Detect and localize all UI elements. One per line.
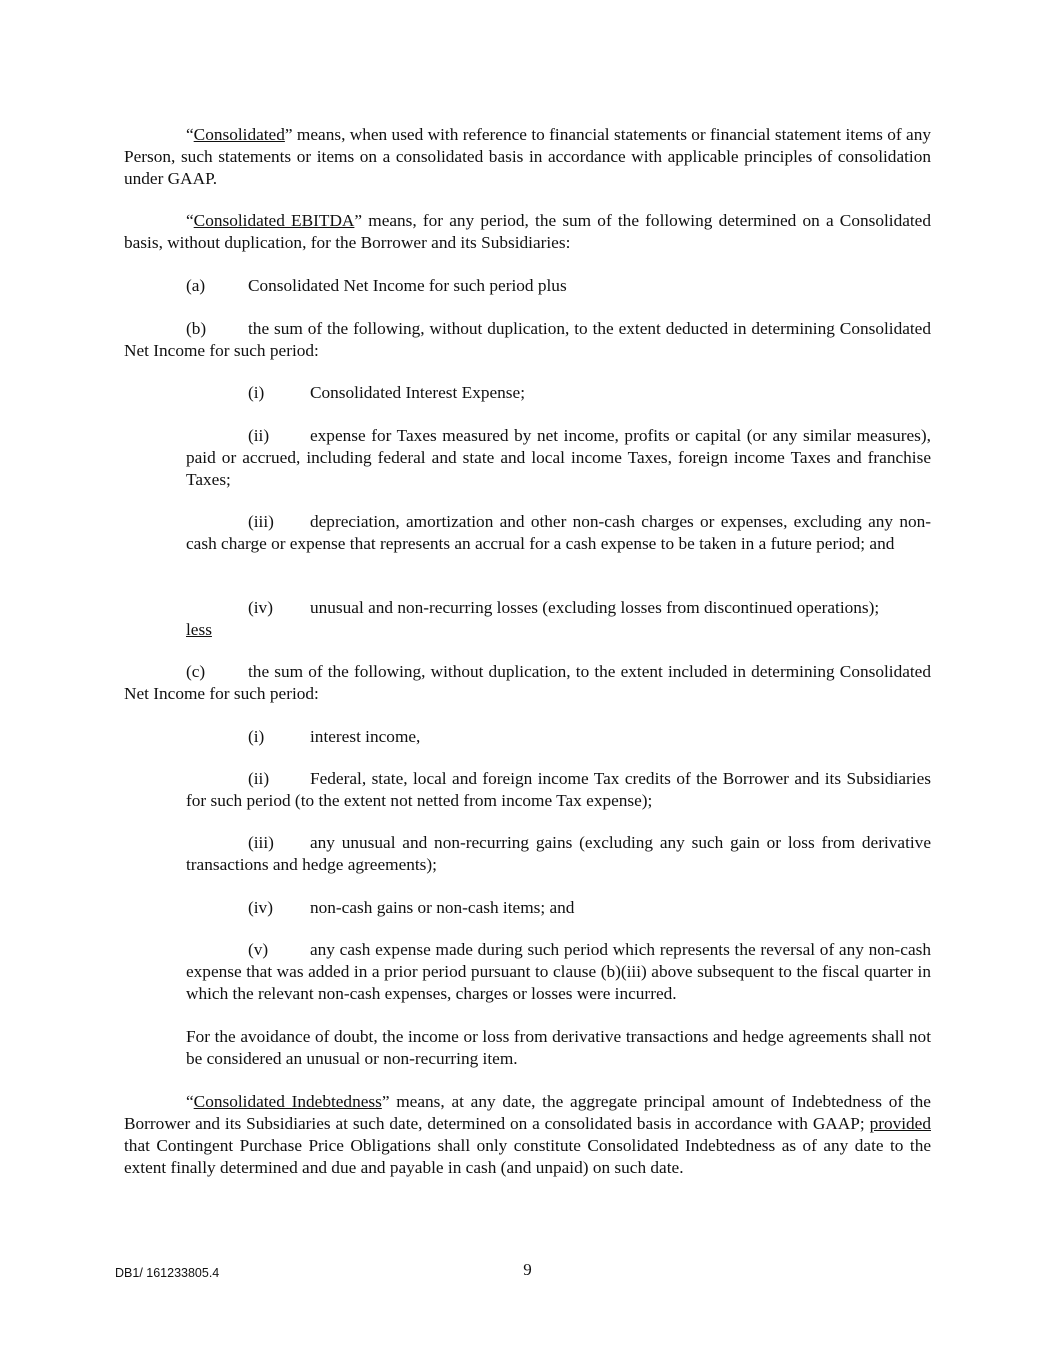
item-text: any cash expense made during such period which represents the reversal of any non-cash expense that was added in a prior period pursuant to clause (b)(iii) above subsequent to the fiscal quarter in which the relevant non-cash expenses, charges or losses were incurred. (186, 940, 931, 1003)
definition-consolidated-indebtedness (124, 1091, 931, 1179)
definition-text: ” means, for any period, the sum of the following determined on a Consolidated basis, without duplication, for the Borrower and its Subsidiaries: (124, 211, 931, 252)
item-text: depreciation, amortization and other non-cash charges or expenses, excluding any non-cash charge or expense that represents an accrual for a cash expense to be taken in a future period; and (186, 512, 931, 553)
definition-text-continued: that Contingent Purchase Price Obligations shall only constitute Consolidated Indebtedness as of any date to the extent finally determined and due and payable in cash (and unpaid) on such date. (124, 1136, 931, 1177)
clause-b-item-iv (186, 597, 931, 619)
item-label: (i) (248, 727, 265, 746)
connector-less: less (186, 620, 212, 639)
item-label: (v) (248, 940, 269, 959)
clause-b-item-ii (186, 425, 931, 491)
item-label: (i) (248, 383, 265, 402)
clause-c-item-ii (186, 768, 931, 812)
item-text: non-cash gains or non-cash items; and (310, 898, 575, 917)
item-text: Consolidated Interest Expense; (310, 383, 526, 402)
clause-b (124, 318, 931, 362)
avoidance-of-doubt: For the avoidance of doubt, the income or loss from derivative transactions and hedge agreements shall not be considered an unusual or non-recurring item. (186, 1027, 931, 1068)
clause-c-item-i (186, 726, 931, 748)
clause-text: Consolidated Net Income for such period plus (248, 276, 567, 295)
clause-c-item-v (186, 939, 931, 1005)
clause-label: (c) (186, 662, 206, 681)
item-label: (ii) (248, 426, 270, 445)
defined-term-consolidated-ebitda: Consolidated EBITDA (193, 211, 355, 230)
clause-c (124, 661, 931, 705)
item-text: any unusual and non-recurring gains (excluding any such gain or loss from derivative transactions and hedge agreements); (186, 833, 931, 874)
item-text: unusual and non-recurring losses (excluding losses from discontinued operations); (310, 598, 880, 617)
clause-label: (b) (186, 319, 207, 338)
clause-b-item-iii (186, 511, 931, 555)
clause-text: the sum of the following, without duplication, to the extent deducted in determining Consolidated Net Income for such period: (124, 319, 931, 360)
clause-b-item-i (186, 382, 931, 404)
open-quote: “ (186, 211, 194, 230)
defined-term-consolidated: Consolidated (193, 125, 285, 144)
item-text: Federal, state, local and foreign income Tax credits of the Borrower and its Subsidiaries for such period (to the extent not netted from income Tax expense); (186, 769, 931, 810)
clause-c-item-iii (186, 832, 931, 876)
provided-term: provided (869, 1114, 931, 1133)
document-id: DB1/ 161233805.4 (115, 1266, 220, 1280)
definition-consolidated (124, 124, 931, 190)
clause-text: the sum of the following, without duplication, to the extent included in determining Consolidated Net Income for such period: (124, 662, 931, 703)
item-text: expense for Taxes measured by net income, profits or capital (or any similar measures), paid or accrued, including federal and state and local income Taxes, foreign income Taxes and franchise Taxes; (186, 426, 931, 489)
item-label: (ii) (248, 769, 270, 788)
definition-text: ” means, at any date, the aggregate principal amount of Indebtedness of the Borrower and its Subsidiaries at such date, determined on a consolidated basis in accordance with GAAP; (124, 1092, 931, 1133)
page-number: 9 (523, 1260, 532, 1279)
item-text: interest income, (310, 727, 421, 746)
clause-a (124, 275, 931, 297)
item-label: (iii) (248, 833, 274, 852)
item-label: (iii) (248, 512, 274, 531)
item-label: (iv) (248, 598, 273, 617)
item-label: (iv) (248, 898, 273, 917)
clause-c-item-iv (186, 897, 931, 919)
definition-consolidated-ebitda (124, 210, 931, 254)
open-quote: “ (186, 125, 194, 144)
definition-text: ” means, when used with reference to financial statements or financial statement items of any Person, such statements or items on a consolidated basis in accordance with applicable principles of consolidation under GAAP. (124, 125, 931, 188)
open-quote: “ (186, 1092, 194, 1111)
clause-label: (a) (186, 276, 206, 295)
defined-term-consolidated-indebtedness: Consolidated Indebtedness (193, 1092, 382, 1111)
